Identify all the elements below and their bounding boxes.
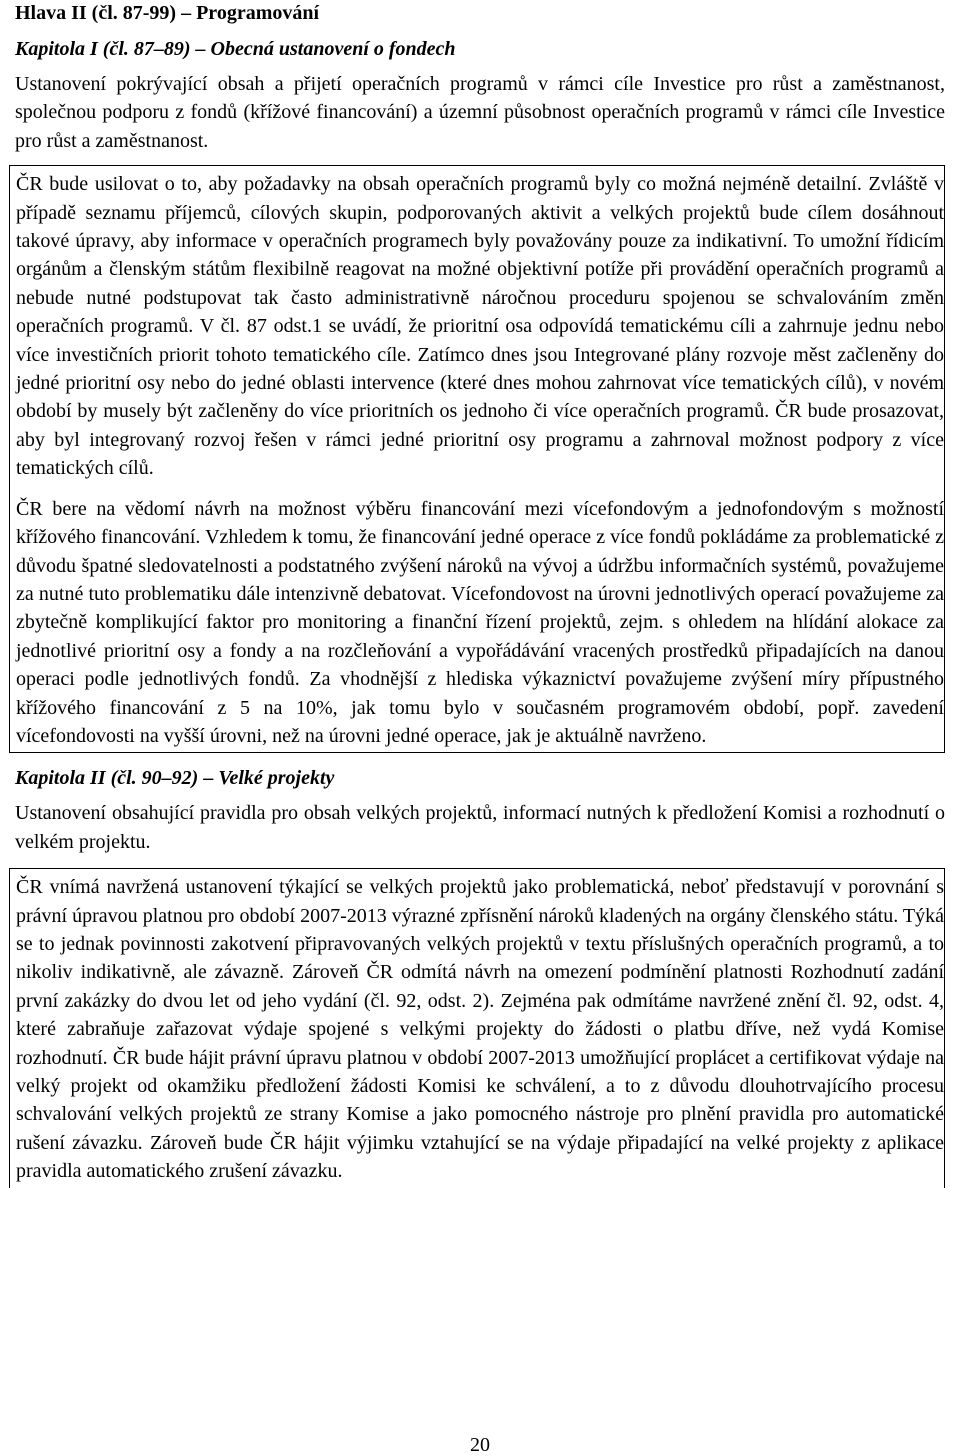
chapter-1-position-box xyxy=(9,165,945,753)
chapter-1-position-paragraph-1: ČR bude usilovat o to, aby požadavky na obsah operačních programů byly co možná nejméně detailní. Zvláště v případě seznamu příjemců, cílových skupin, podporovaných aktivit a velkých projektů bude cílem dosáhnout takové úpravy, aby informace v operačních programech byly považovány pouze za indikativní. To umožní řídicím orgánům a členským státům flexibilně reagovat na možné objektivní potíže při provádění operačních programů a nebude nutné podstupovat tak často administrativně náročnou proceduru spojenou se schvalováním změn operačních programů. V čl. 87 odst.1 se uvádí, že prioritní osa odpovídá tematickému cíli a zahrnuje jednu nebo více investičních priorit tohoto tematického cíle. Zatímco dnes jsou Integrované plány rozvoje měst začleněny do jedné prioritní osy nebo do jedné oblasti intervence (které dnes mohou zahrnovat více tematických cílů), v novém období by musely být začleněny do více prioritních os jednoho či více operačních programů. ČR bude prosazovat, aby byl integrovaný rozvoj řešen v rámci jedné prioritní osy programu a zahrnoval možnost podpory z více tematických cílů. xyxy=(16,173,944,480)
chapter-2-summary: Ustanovení obsahující pravidla pro obsah velkých projektů, informací nutných k předložení Komisi a rozhodnutí o velkém projektu. xyxy=(15,802,945,853)
chapter-2-position-paragraph-1: ČR vnímá navržená ustanovení týkající se velkých projektů jako problematická, neboť představují v porovnání s právní úpravou platnou pro období 2007-2013 výrazné zpřísnění nároků kladených na orgány členského státu. Týká se to jednak povinnosti zakotvení připravovaných velkých projektů v textu příslušných operačních programů, a to nikoliv indikativně, ale závazně. Zároveň ČR odmítá návrh na omezení podmínění platnosti Rozhodnutí zadání první zakázky do dvou let od jeho vydání (čl. 92, odst. 2). Zejména pak odmítáme navržené znění čl. 92, odst. 4, které zabraňuje zařazovat výdaje spojené s velkými projekty do žádosti o platbu dříve, než vydá Komise rozhodnutí. ČR bude hájit právní úpravu platnou v období 2007-2013 umožňující proplácet a certifikovat výdaje na velký projekt od okamžiku předložení žádosti Komisi ke schválení, a to z důvodu dlouhotrvajícího procesu schvalování velkých projektů ze strany Komise a jako pomocného nástroje pro plnění pravidla pro automatické rušení závazku. Zároveň bude ČR hájit výjimku vztahující se na výdaje připadající na velké projekty z aplikace pravidla automatického zrušení závazku. xyxy=(16,876,944,1183)
document-page xyxy=(15,0,945,1188)
chapter-1-heading: Kapitola I (čl. 87–89) – Obecná ustanovení o fondech xyxy=(15,38,456,60)
chapter-2-position-box xyxy=(9,868,945,1187)
chapter-2-heading: Kapitola II (čl. 90–92) – Velké projekty xyxy=(15,767,335,790)
page-number: 20 xyxy=(470,1434,490,1456)
part-heading: Hlava II (čl. 87-99) – Programování xyxy=(15,2,320,24)
chapter-1-summary: Ustanovení pokrývající obsah a přijetí operačních programů v rámci cíle Investice pro růst a zaměstnanost, společnou podporu z fondů (křížové financování) a územní působnost operačních programů v rámci cíle Investice pro růst a zaměstnanost. xyxy=(15,73,945,152)
chapter-1-position-paragraph-2: ČR bere na vědomí návrh na možnost výběru financování mezi vícefondovým a jednofondovým s možností křížového financování. Vzhledem k tomu, že financování jedné operace z více fondů pokládáme za problematické z důvodu špatné sledovatelnosti a podstatného zvýšení nároků na vývoj a údržbu informačních systémů, považujeme za nutné tuto problematiku dále intenzivně debatovat. Vícefondovost na úrovni jednotlivých operací považujeme za zbytečně komplikující faktor pro monitoring a finanční řízení projektů, zejm. s ohledem na hlídání alokace za jednotlivé prioritní osy a fondy a na rozčleňování a vypořádávání vracených prostředků připadajících na danou operaci podle jednotlivých fondů. Za vhodnější z hlediska výkaznictví považujeme zvýšení míry přípustného křížového financování z 5 na 10%, jak tomu bylo v současném programovém období, popř. zavedení vícefondovosti na vyšší úrovni, než na úrovni jedné operace, jak je aktuálně navrženo. xyxy=(16,497,944,747)
